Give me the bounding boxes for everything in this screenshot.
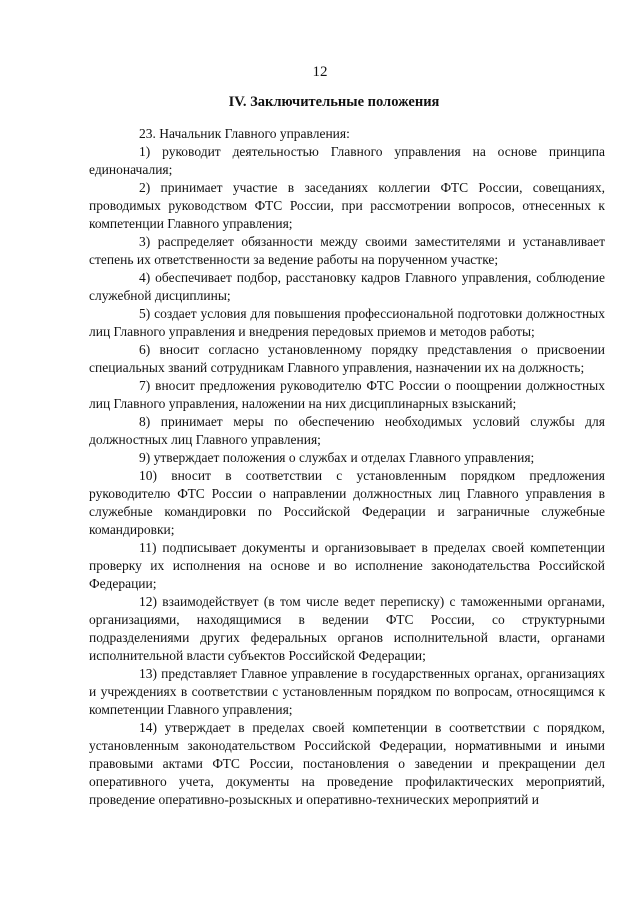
- list-item: 1) руководит деятельностью Главного управления на основе принципа единоначалия;: [89, 144, 605, 177]
- section-heading: IV. Заключительные положения: [228, 94, 440, 110]
- page-number: 12: [312, 64, 328, 80]
- list-item: 3) распределяет обязанности между своими заместителями и устанавливает степень их ответственности за ведение работы на порученном участке;: [89, 234, 605, 267]
- clause-intro: 23. Начальник Главного управления:: [139, 126, 350, 141]
- list-item: 12) взаимодействует (в том числе ведет переписку) с таможенными органами, организациями, находящимися в ведении ФТС России, со структурными подразделениями других федеральных органов исполнительной власти, органами исполнительной власти субъектов Российской Федерации;: [89, 594, 605, 663]
- list-item: 11) подписывает документы и организовывает в пределах своей компетенции проверку их исполнения на основе и во исполнение законодательства Российской Федерации;: [89, 540, 605, 591]
- list-item: 7) вносит предложения руководителю ФТС России о поощрении должностных лиц Главного управления, наложении на них дисциплинарных взысканий;: [89, 378, 605, 411]
- list-item: 13) представляет Главное управление в государственных органах, организациях и учреждениях в соответствии с установленным порядком по вопросам, относящимся к компетенции Главного управления;: [89, 666, 605, 717]
- list-item: 9) утверждает положения о службах и отделах Главного управления;: [139, 450, 535, 465]
- list-item: 5) создает условия для повышения профессиональной подготовки должностных лиц Главного управления и внедрения передовых приемов и методов работы;: [89, 306, 605, 339]
- list-item: 2) принимает участие в заседаниях коллегии ФТС России, совещаниях, проводимых руководством ФТС России, при рассмотрении вопросов, отнесенных к компетенции Главного управления;: [89, 180, 605, 231]
- list-item: 6) вносит согласно установленному порядку представления о присвоении специальных званий сотрудникам Главного управления, назначении их на должность;: [89, 342, 605, 375]
- list-item: 14) утверждает в пределах своей компетенции в соответствии с порядком, установленным законодательством Российской Федерации, нормативными и иными правовыми актами ФТС России, постановления о заведении и прекращении дел оперативного учета, документы на проведение профилактических мероприятий, проведение оперативно-розыскных и оперативно-технических мероприятий и: [89, 720, 605, 807]
- document-body: [89, 125, 605, 809]
- list-item: 4) обеспечивает подбор, расстановку кадров Главного управления, соблюдение служебной дисциплины;: [89, 270, 605, 303]
- list-item: 10) вносит в соответствии с установленным порядком предложения руководителю ФТС России о направлении должностных лиц Главного управления в служебные командировки по Российской Федерации и заграничные служебные командировки;: [89, 468, 605, 537]
- list-item: 8) принимает меры по обеспечению необходимых условий службы для должностных лиц Главного управления;: [89, 414, 605, 447]
